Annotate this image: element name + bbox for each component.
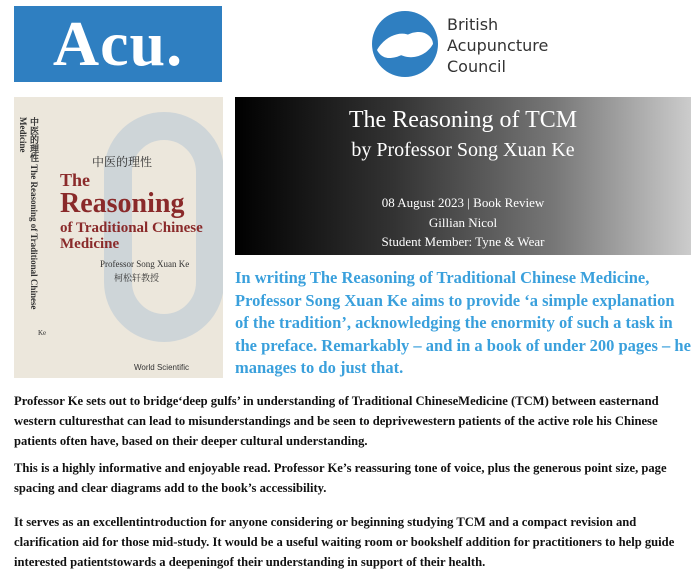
acu-logo[interactable]: Acu. <box>14 6 222 82</box>
book-cover-image <box>14 97 223 378</box>
body-paragraph: This is a highly informative and enjoyable read. Professor Ke’s reassuring tone of voice, plus the generous point size, page spacing and clear diagrams add to the book’s accessibility. <box>14 460 667 495</box>
site-header <box>0 0 700 97</box>
bac-line: British <box>447 15 499 34</box>
cover-publisher: World Scientific <box>134 363 189 372</box>
cover-chinese-title: 中医的理性 <box>92 155 153 169</box>
cover-title: The <box>60 170 91 190</box>
article-date-category: 08 August 2023 | Book Review <box>381 195 545 210</box>
article-meta <box>235 193 691 252</box>
body-paragraph: It serves as an excellentintroduction for anyone considering or beginning studying TCM and a compact revision and clarification aid for those mid-study. It would be a useful waiting room or bookshelf addition for practitioners to help guide interested patientstowards a deepeningof their understanding in support of their health. <box>14 514 675 569</box>
article-body <box>14 391 694 572</box>
article-intro-column <box>235 97 691 380</box>
bac-logo-icon <box>371 10 439 78</box>
cover-subtitle: of Traditional Chinese Medicine <box>60 220 203 252</box>
article-top <box>14 97 700 380</box>
cover-author-cn: 柯松轩教授 <box>114 273 160 283</box>
bac-logo-text <box>447 14 548 77</box>
article-banner <box>235 97 691 255</box>
article-title: The Reasoning of TCM <box>348 107 578 133</box>
article-author-role: Student Member: Tyne & Wear <box>381 234 545 249</box>
article-subtitle: by Professor Song Xuan Ke <box>351 139 575 161</box>
bac-line: Council <box>447 57 506 76</box>
body-paragraph: Professor Ke sets out to bridge‘deep gulfs’ in understanding of Traditional ChineseMedicine (TCM) between easternand western culturesthat can lead to misunderstandings and be seen to deprivewestern patients of the active role his Chinese patients often have, based on their deeper cultural understanding. <box>14 393 659 448</box>
lead-paragraph: In writing The Reasoning of Traditional Chinese Medicine, Professor Song Xuan Ke aims to provide ‘a simple explanation of the tradition’, acknowledging the enormity of such a task in the preface. Remarkably – and in a book of under 200 pages – he manages to do just that. <box>235 268 691 377</box>
cover-author: Professor Song Xuan Ke <box>100 259 190 269</box>
bac-line: Acupuncture <box>447 36 549 55</box>
cover-title: Reasoning <box>60 188 185 219</box>
article-author: Gillian Nicol <box>428 214 498 230</box>
cover-spine-text: 中医的理性 The Reasoning of Traditional Chinese Medicine <box>18 117 39 310</box>
cover-spine-author: Ke <box>38 329 47 337</box>
